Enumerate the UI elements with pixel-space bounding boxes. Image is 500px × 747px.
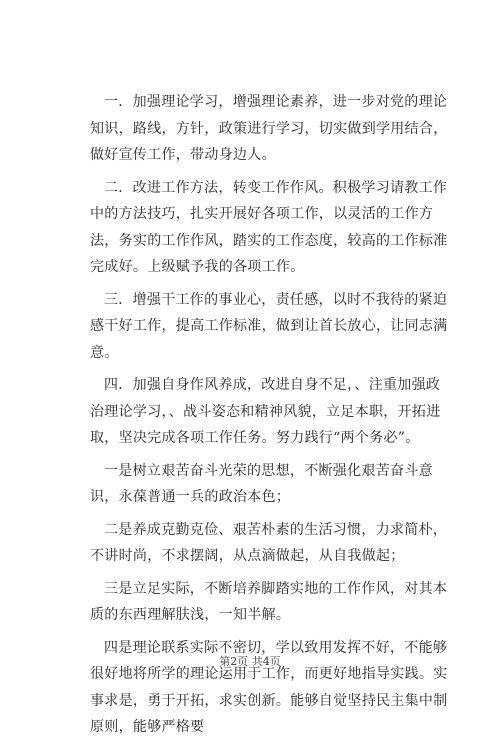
paragraph-4-text: 四．加强自身作风养成，改进自身不足，、注重加强政治理论学习，、战斗姿态和精神风貌，立足本职，开拓进取，坚决完成各项工作任务。努力践行“两个务必”。 bbox=[90, 377, 441, 446]
paragraph-7 bbox=[90, 576, 454, 629]
page-number-footer: 第2页 共4页 bbox=[219, 655, 281, 668]
paragraph-1 bbox=[90, 89, 454, 169]
paragraph-2 bbox=[90, 175, 454, 281]
paragraph-7-text: 三是立足实际，不断培养脚踏实地的工作作风，对其本质的东西理解肤浅，一知半解。 bbox=[90, 580, 448, 623]
paragraph-3 bbox=[90, 287, 454, 367]
paragraph-6-text: 二是养成克勤克俭、艰苦朴素的生活习惯，力求简朴，不讲时尚，不求摆阔，从点滴做起，从自我做起； bbox=[90, 521, 448, 564]
paragraph-2-text: 二．改进工作方法，转变工作作风。积极学习请教工作中的方法技巧，扎实开展好各项工作，以灵活的工作方法，务实的工作作风，踏实的工作态度，较高的工作标准完成好。上级赋予我的各项工作。 bbox=[90, 179, 448, 275]
document-body bbox=[90, 89, 454, 747]
paragraph-8-text: 四是理论联系实际不密切，学以致用发挥不好，不能够很好地将所学的理论运用于工作，而更好地指导实践。实事求是，勇于开拓，求实创新。能够自觉坚持民主集中制原则，能够严格要 bbox=[90, 639, 448, 735]
paragraph-8 bbox=[90, 635, 454, 741]
paragraph-3-text: 三．增强干工作的事业心，责任感，以时不我待的紧迫感干好工作，提高工作标准，做到让首长放心，让同志满意。 bbox=[90, 291, 448, 361]
paragraph-1-text: 一．加强理论学习，增强理论素养，进一步对党的理论知识，路线，方针，政策进行学习，切实做到学用结合，做好宣传工作，带动身边人。 bbox=[90, 94, 448, 163]
paragraph-5-text: 一是树立艰苦奋斗光荣的思想，不断强化艰苦奋斗意识，永葆普通一兵的政治本色； bbox=[90, 462, 433, 505]
paragraph-4 bbox=[90, 372, 454, 452]
paragraph-6 bbox=[90, 517, 454, 570]
paragraph-5 bbox=[90, 458, 454, 511]
